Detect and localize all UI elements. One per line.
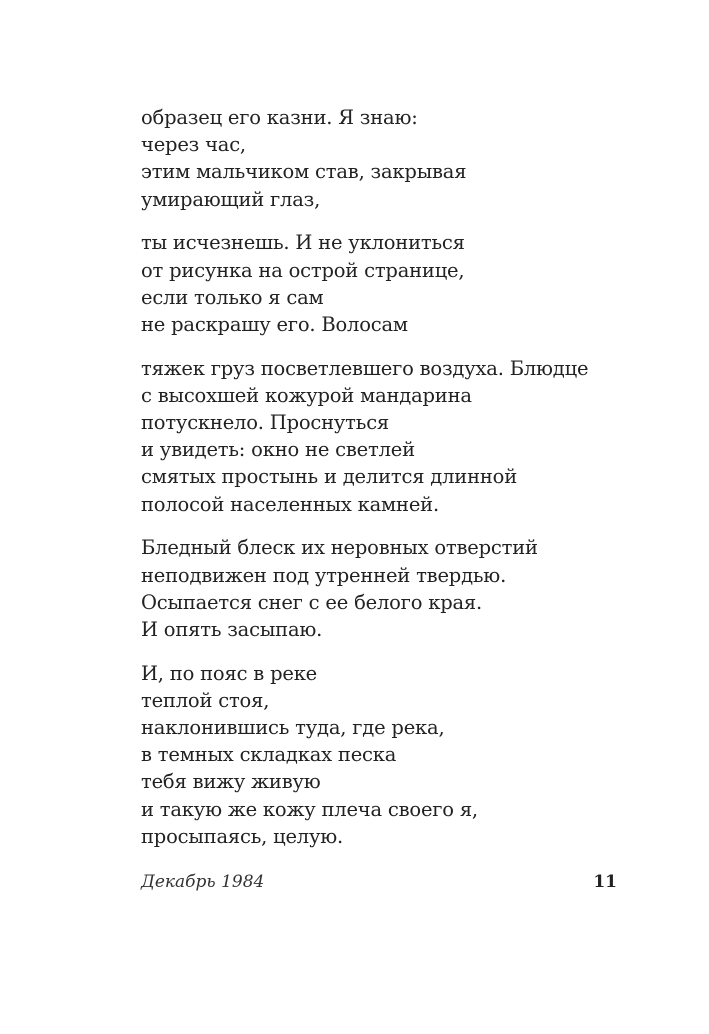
poem-line: этим мальчиком став, закрывая [141,160,467,184]
poem-line: от рисунка на острой странице, [141,258,465,282]
poem-line: Осыпается снег с ее белого края. [141,590,483,614]
poem-line: Бледный блеск их неровных отверстий [141,536,538,560]
poem-line: умирающий глаз, [141,187,321,211]
poem-line: ты исчезнешь. И не уклониться [141,231,465,255]
poem-line: просыпаясь, целую. [141,824,344,848]
poem-line: через час, [141,133,246,157]
stanza-3 [141,355,641,518]
poem-line: и увидеть: окно не светлей [141,438,415,462]
stanza-2 [141,229,641,338]
poem-line: неподвижен под утренней твердью. [141,563,507,587]
poem-line: с высохшей кожурой мандарина [141,383,472,407]
stanza-4 [141,534,641,643]
poem-line: теплой стоя, [141,688,270,712]
poem-line: в темных складках песка [141,743,397,767]
stanza-1 [141,104,641,213]
poem-line: и такую же кожу плеча своего я, [141,797,478,821]
poem-line: полосой населенных камней. [141,492,439,516]
poem-line: потускнело. Проснуться [141,411,390,435]
poem-line: И, по пояс в реке [141,661,318,685]
stanza-5 [141,660,641,850]
poem-line: смятых простынь и делится длинной [141,465,518,489]
page-number: 11 [593,872,617,892]
poem-line: тяжек груз посветлевшего воздуха. Блюдце [141,356,589,380]
poem-body [141,104,641,867]
poem-line: не раскрашу его. Волосам [141,312,408,336]
poem-line: если только я сам [141,285,324,309]
poem-line: образец его казни. Я знаю: [141,106,418,129]
poem-line: И опять засыпаю. [141,617,323,641]
poem-date: Декабрь 1984 [141,872,265,892]
poem-line: тебя вижу живую [141,770,321,794]
poem-line: наклонившись туда, где река, [141,716,445,740]
